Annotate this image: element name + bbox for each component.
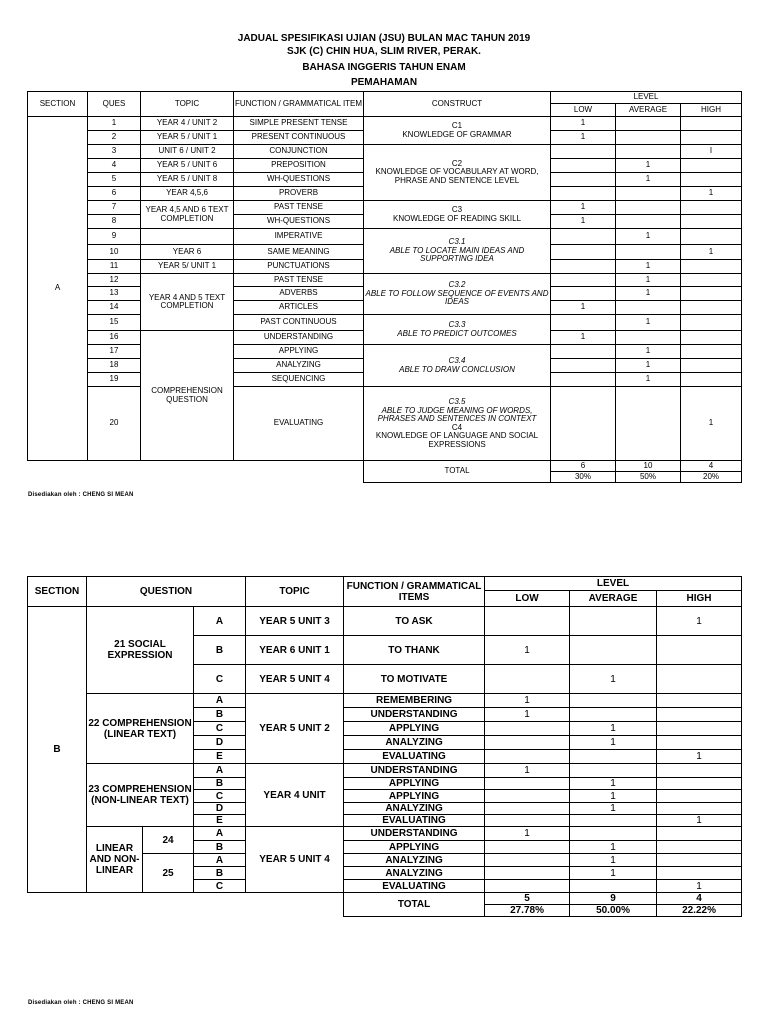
high-value	[657, 722, 742, 736]
ques-number: 1	[88, 117, 141, 131]
topic-cell: YEAR 5/ UNIT 1	[141, 260, 234, 274]
function-cell: ANALYZING	[344, 854, 485, 867]
function-cell: ANALYZING	[234, 359, 364, 373]
high-value	[681, 159, 742, 173]
construct-code: C3	[451, 205, 463, 214]
average-value	[570, 750, 657, 764]
header-section: SECTION	[28, 577, 87, 607]
construct-text: ABLE TO PREDICT OUTCOMES	[397, 328, 517, 338]
ques-number: 6	[88, 187, 141, 201]
prepared-by-1: Disediakan oleh : CHENG SI MEAN	[28, 492, 134, 498]
percent-high: 20%	[681, 472, 742, 483]
high-value	[657, 841, 742, 854]
blank-cell	[88, 461, 141, 472]
blank-cell	[28, 893, 344, 905]
ques-number: 11	[88, 260, 141, 274]
function-cell: WH-QUESTIONS	[234, 173, 364, 187]
percent-low: 30%	[551, 472, 616, 483]
low-value	[485, 778, 570, 790]
high-value	[681, 373, 742, 387]
sub-question: D	[194, 736, 246, 750]
total-label: TOTAL	[344, 893, 485, 917]
percent-high: 22.22%	[657, 905, 742, 917]
construct-code: C3.3	[448, 320, 466, 329]
high-value	[681, 331, 742, 345]
header-topic: TOPIC	[141, 92, 234, 117]
topic-cell: YEAR 4 UNIT	[246, 764, 344, 827]
topic-cell: YEAR 4,5 AND 6 TEXT COMPLETION	[141, 201, 234, 229]
title-line-2: SJK (C) CHIN HUA, SLIM RIVER, PERAK.	[287, 46, 481, 57]
low-value: 1	[485, 694, 570, 708]
average-value: 1	[616, 173, 681, 187]
average-value	[570, 827, 657, 841]
blank-cell	[141, 472, 234, 483]
high-value	[681, 260, 742, 274]
function-cell: TO THANK	[344, 636, 485, 665]
construct-text: ABLE TO LOCATE MAIN IDEAS AND SUPPORTING IDEA	[389, 245, 525, 264]
percent-average: 50%	[616, 472, 681, 483]
construct-code: C3.5	[448, 397, 466, 406]
construct-text: KNOWLEDGE OF LANGUAGE AND SOCIAL EXPRESSIONS	[375, 431, 539, 449]
sub-question: A	[194, 854, 246, 867]
header-low: LOW	[485, 591, 570, 607]
topic-cell: YEAR 6	[141, 245, 234, 260]
low-value: 1	[551, 117, 616, 131]
title-line-1: JADUAL SPESIFIKASI UJIAN (JSU) BULAN MAC TAHUN 2019	[237, 33, 531, 44]
blank-cell	[234, 461, 364, 472]
average-value	[616, 145, 681, 159]
construct-cell	[364, 201, 551, 229]
average-value: 1	[616, 287, 681, 301]
low-value	[551, 287, 616, 301]
topic-cell: YEAR 5 UNIT 2	[246, 694, 344, 764]
sub-question: E	[194, 815, 246, 827]
average-value	[616, 187, 681, 201]
low-value: 1	[485, 708, 570, 722]
header-low: LOW	[551, 104, 616, 117]
function-cell: EVALUATING	[344, 880, 485, 893]
average-value	[616, 131, 681, 145]
construct-cell	[364, 117, 551, 145]
sub-question: B	[194, 636, 246, 665]
ques-number: 10	[88, 245, 141, 260]
construct-cell	[364, 345, 551, 387]
blank-cell	[28, 905, 344, 917]
jsu-table-section-a	[27, 91, 742, 483]
low-value	[485, 750, 570, 764]
function-cell: WH-QUESTIONS	[234, 215, 364, 229]
high-value: 1	[657, 607, 742, 636]
low-value: 1	[551, 331, 616, 345]
low-value	[551, 159, 616, 173]
header-construct: CONSTRUCT	[364, 92, 551, 117]
high-value: I	[681, 145, 742, 159]
header-high: HIGH	[681, 104, 742, 117]
blank-cell	[28, 472, 88, 483]
high-value: 1	[657, 880, 742, 893]
sub-question: C	[194, 880, 246, 893]
high-value	[657, 854, 742, 867]
function-cell: TO ASK	[344, 607, 485, 636]
high-value	[681, 345, 742, 359]
ques-number: 5	[88, 173, 141, 187]
construct-text: KNOWLEDGE OF GRAMMAR	[402, 129, 512, 139]
average-value	[616, 215, 681, 229]
average-value: 1	[570, 722, 657, 736]
function-cell: ADVERBS	[234, 287, 364, 301]
construct-code: C1	[451, 121, 463, 130]
function-cell: SEQUENCING	[234, 373, 364, 387]
low-value	[551, 387, 616, 461]
function-cell: IMPERATIVE	[234, 229, 364, 245]
low-value	[551, 345, 616, 359]
sub-question: A	[194, 827, 246, 841]
high-value	[657, 803, 742, 815]
topic-cell: UNIT 6 / UNIT 2	[141, 145, 234, 159]
function-cell: TO MOTIVATE	[344, 665, 485, 694]
low-value: 1	[551, 201, 616, 215]
header-average: AVERAGE	[570, 591, 657, 607]
total-average: 9	[570, 893, 657, 905]
high-value	[657, 694, 742, 708]
average-value	[570, 764, 657, 778]
average-value	[616, 245, 681, 260]
ques-number: 3	[88, 145, 141, 159]
average-value	[616, 331, 681, 345]
ques-number: 2	[88, 131, 141, 145]
topic-cell: YEAR 4 / UNIT 2	[141, 117, 234, 131]
function-cell: ARTICLES	[234, 301, 364, 315]
topic-cell: COMPREHENSION QUESTION	[141, 331, 234, 461]
topic-cell: YEAR 5 / UNIT 1	[141, 131, 234, 145]
header-average: AVERAGE	[616, 104, 681, 117]
high-value	[681, 287, 742, 301]
low-value: 1	[551, 215, 616, 229]
high-value	[681, 359, 742, 373]
low-value	[485, 665, 570, 694]
average-value: 1	[616, 260, 681, 274]
average-value: 1	[616, 345, 681, 359]
function-cell: SAME MEANING	[234, 245, 364, 260]
function-cell: ANALYZING	[344, 803, 485, 815]
high-value: 1	[681, 245, 742, 260]
question-21: 21 SOCIAL EXPRESSION	[87, 607, 194, 694]
function-cell: UNDERSTANDING	[344, 708, 485, 722]
average-value	[616, 387, 681, 461]
average-value	[570, 607, 657, 636]
high-value	[681, 117, 742, 131]
high-value: 1	[657, 815, 742, 827]
low-value	[551, 260, 616, 274]
high-value	[681, 215, 742, 229]
high-value	[681, 173, 742, 187]
ques-number: 4	[88, 159, 141, 173]
sub-question: C	[194, 665, 246, 694]
function-cell: ANALYZING	[344, 867, 485, 880]
sub-question: A	[194, 694, 246, 708]
average-value: 1	[570, 854, 657, 867]
function-cell: APPLYING	[344, 778, 485, 790]
ques-number: 18	[88, 359, 141, 373]
function-cell: EVALUATING	[344, 815, 485, 827]
average-value: 1	[616, 315, 681, 331]
low-value	[485, 854, 570, 867]
average-value: 1	[616, 274, 681, 287]
question-22: 22 COMPREHENSION (LINEAR TEXT)	[87, 694, 194, 764]
high-value	[657, 778, 742, 790]
total-low: 5	[485, 893, 570, 905]
ques-number: 19	[88, 373, 141, 387]
construct-code: C3.1	[448, 237, 466, 247]
high-value	[681, 201, 742, 215]
blank-cell	[28, 461, 88, 472]
high-value	[681, 229, 742, 245]
low-value	[551, 315, 616, 331]
function-cell: APPLYING	[344, 790, 485, 803]
average-value: 1	[616, 373, 681, 387]
function-cell: PREPOSITION	[234, 159, 364, 173]
header-high: HIGH	[657, 591, 742, 607]
topic-cell: YEAR 4,5,6	[141, 187, 234, 201]
average-value	[570, 880, 657, 893]
high-value	[657, 665, 742, 694]
header-level: LEVEL	[485, 577, 742, 591]
construct-cell	[364, 229, 551, 274]
function-cell: PAST TENSE	[234, 201, 364, 215]
average-value: 1	[570, 665, 657, 694]
function-cell: REMEMBERING	[344, 694, 485, 708]
ques-number: 20	[88, 387, 141, 461]
title-line-3: BAHASA INGGERIS TAHUN ENAM	[302, 62, 466, 73]
low-value	[485, 790, 570, 803]
percent-low: 27.78%	[485, 905, 570, 917]
total-average: 10	[616, 461, 681, 472]
low-value	[485, 803, 570, 815]
topic-cell: YEAR 5 UNIT 4	[246, 665, 344, 694]
low-value	[551, 373, 616, 387]
high-value: 1	[657, 750, 742, 764]
sub-question: A	[194, 764, 246, 778]
average-value	[616, 117, 681, 131]
question-23: 23 COMPREHENSION (NON-LINEAR TEXT)	[87, 764, 194, 827]
topic-cell	[141, 229, 234, 245]
function-cell: EVALUATING	[234, 387, 364, 461]
jsu-table-section-b	[27, 576, 742, 917]
topic-cell: YEAR 6 UNIT 1	[246, 636, 344, 665]
blank-cell	[141, 461, 234, 472]
percent-average: 50.00%	[570, 905, 657, 917]
construct-text: KNOWLEDGE OF READING SKILL	[392, 213, 522, 223]
low-value	[485, 722, 570, 736]
low-value	[551, 274, 616, 287]
blank-cell	[234, 472, 364, 483]
question-24: 24	[143, 827, 194, 854]
low-value	[551, 187, 616, 201]
high-value	[657, 790, 742, 803]
function-cell: EVALUATING	[344, 750, 485, 764]
question-25: 25	[143, 854, 194, 893]
construct-text: KNOWLEDGE OF VOCABULARY AT WORD, PHRASE AND SENTENCE LEVEL	[375, 167, 539, 185]
low-value	[551, 145, 616, 159]
average-value	[570, 708, 657, 722]
sub-question: B	[194, 867, 246, 880]
average-value	[616, 201, 681, 215]
function-cell: UNDERSTANDING	[344, 764, 485, 778]
construct-code: C3.4	[448, 356, 466, 365]
ques-number: 7	[88, 201, 141, 215]
function-cell: CONJUNCTION	[234, 145, 364, 159]
low-value: 1	[485, 636, 570, 665]
ques-number: 9	[88, 229, 141, 245]
low-value	[485, 867, 570, 880]
header-question: QUESTION	[87, 577, 246, 607]
sub-question: C	[194, 790, 246, 803]
low-value	[485, 736, 570, 750]
low-value	[485, 880, 570, 893]
construct-cell	[364, 315, 551, 345]
function-cell: PROVERB	[234, 187, 364, 201]
function-cell: PRESENT CONTINUOUS	[234, 131, 364, 145]
function-cell: APPLYING	[344, 722, 485, 736]
high-value	[681, 315, 742, 331]
function-cell: PAST TENSE	[234, 274, 364, 287]
high-value	[657, 867, 742, 880]
construct-code: C3.2	[448, 280, 466, 290]
function-cell: ANALYZING	[344, 736, 485, 750]
total-high: 4	[657, 893, 742, 905]
high-value	[681, 301, 742, 315]
construct-code: C2	[451, 158, 463, 168]
header-level: LEVEL	[551, 92, 742, 104]
sub-question: B	[194, 708, 246, 722]
sub-question: D	[194, 803, 246, 815]
section-label: A	[28, 117, 88, 461]
section-label: B	[28, 607, 87, 893]
high-value: 1	[681, 187, 742, 201]
topic-cell: YEAR 5 UNIT 3	[246, 607, 344, 636]
low-value	[485, 841, 570, 854]
sub-question: E	[194, 750, 246, 764]
high-value	[657, 827, 742, 841]
low-value: 1	[485, 764, 570, 778]
construct-cell	[364, 145, 551, 201]
low-value	[551, 229, 616, 245]
low-value: 1	[485, 827, 570, 841]
total-label: TOTAL	[364, 461, 551, 483]
construct-text: ABLE TO FOLLOW SEQUENCE OF EVENTS AND IDEAS	[365, 288, 549, 307]
ques-number: 12	[88, 274, 141, 287]
high-value	[681, 274, 742, 287]
topic-cell: YEAR 5 UNIT 4	[246, 827, 344, 893]
header-topic: TOPIC	[246, 577, 344, 607]
ques-number: 17	[88, 345, 141, 359]
high-value: 1	[681, 387, 742, 461]
sub-question: C	[194, 722, 246, 736]
high-value	[657, 708, 742, 722]
function-cell: SIMPLE PRESENT TENSE	[234, 117, 364, 131]
high-value	[657, 636, 742, 665]
average-value: 1	[616, 159, 681, 173]
sub-question: B	[194, 841, 246, 854]
function-cell: PUNCTUATIONS	[234, 260, 364, 274]
function-cell: UNDERSTANDING	[234, 331, 364, 345]
average-value	[570, 815, 657, 827]
ques-number: 13	[88, 287, 141, 301]
ques-number: 16	[88, 331, 141, 345]
title-line-4: PEMAHAMAN	[350, 77, 418, 88]
average-value: 1	[570, 736, 657, 750]
average-value	[570, 694, 657, 708]
construct-cell	[364, 274, 551, 315]
topic-cell: YEAR 5 / UNIT 8	[141, 173, 234, 187]
construct-text: ABLE TO DRAW CONCLUSION	[399, 364, 515, 374]
low-value	[551, 245, 616, 260]
high-value	[657, 736, 742, 750]
total-low: 6	[551, 461, 616, 472]
construct-cell	[364, 387, 551, 461]
average-value: 1	[570, 841, 657, 854]
function-cell: UNDERSTANDING	[344, 827, 485, 841]
sub-question: A	[194, 607, 246, 636]
header-function: FUNCTION / GRAMMATICAL ITEMS	[344, 577, 485, 607]
ques-number: 15	[88, 315, 141, 331]
average-value: 1	[570, 803, 657, 815]
function-cell: APPLYING	[234, 345, 364, 359]
low-value	[485, 607, 570, 636]
ques-number: 8	[88, 215, 141, 229]
question-24-25-label: LINEAR AND NON-LINEAR	[87, 827, 143, 893]
average-value	[570, 636, 657, 665]
sub-question: B	[194, 778, 246, 790]
low-value: 1	[551, 131, 616, 145]
low-value	[551, 173, 616, 187]
prepared-by-2: Disediakan oleh : CHENG SI MEAN	[28, 1000, 134, 1006]
high-value	[681, 131, 742, 145]
header-function: FUNCTION / GRAMMATICAL ITEM	[234, 92, 364, 117]
function-cell: APPLYING	[344, 841, 485, 854]
average-value: 1	[570, 790, 657, 803]
ques-number: 14	[88, 301, 141, 315]
high-value	[657, 764, 742, 778]
construct-text: ABLE TO JUDGE MEANING OF WORDS, PHRASES AND SENTENCES IN CONTEXT	[377, 405, 537, 423]
blank-cell	[88, 472, 141, 483]
function-cell: PAST CONTINUOUS	[234, 315, 364, 331]
topic-cell: YEAR 4 AND 5 TEXT COMPLETION	[141, 274, 234, 331]
average-value: 1	[570, 778, 657, 790]
average-value: 1	[616, 359, 681, 373]
average-value: 1	[570, 867, 657, 880]
header-section: SECTION	[28, 92, 88, 117]
average-value: 1	[616, 229, 681, 245]
total-high: 4	[681, 461, 742, 472]
low-value	[485, 815, 570, 827]
construct-code: C4	[451, 422, 463, 432]
topic-cell: YEAR 5 / UNIT 6	[141, 159, 234, 173]
low-value	[551, 359, 616, 373]
low-value: 1	[551, 301, 616, 315]
header-ques: QUES	[88, 92, 141, 117]
average-value	[616, 301, 681, 315]
